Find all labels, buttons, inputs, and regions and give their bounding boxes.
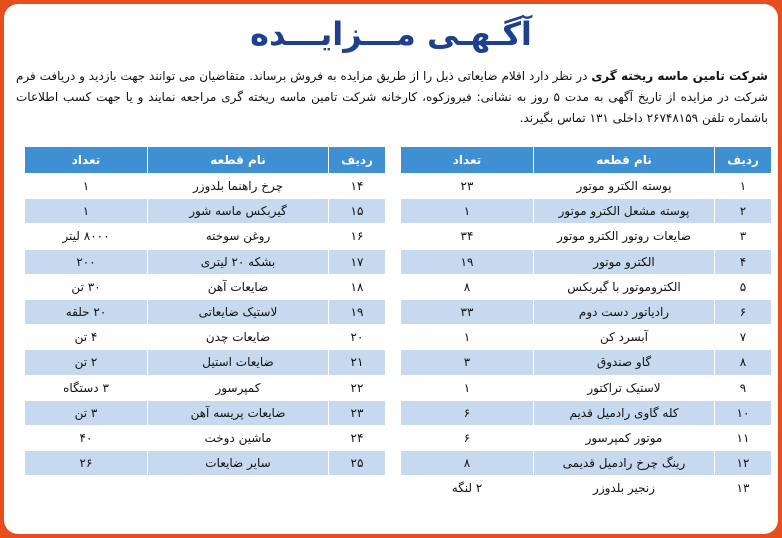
item-name: ضایعات چدن [148,325,329,350]
item-name: ماشین دوخت [148,425,329,450]
item-name: پوسته الکترو موتور [534,174,715,199]
header-row: ردیف [715,147,772,174]
table-row [25,375,386,400]
row-number: ۶ [715,299,772,324]
table-row [401,299,772,324]
row-number: ۱۶ [329,224,386,249]
title-text: آگـهـی مـــزایـــده [250,15,532,53]
row-number: ۳ [715,224,772,249]
header-name: نام قطعه [148,147,329,174]
ad-title [4,10,778,58]
row-number: ۷ [715,325,772,350]
item-name: ضایعات استیل [148,350,329,375]
item-name: موتور کمپرسور [534,425,715,450]
item-name: گاو صندوق [534,350,715,375]
item-quantity: ۸ [401,451,534,476]
item-name: ضایعات پریسه آهن [148,400,329,425]
table-row [25,299,386,324]
item-quantity: ۲۶ [25,451,148,476]
item-quantity: ۱ [25,174,148,199]
item-quantity: ۳ [401,350,534,375]
row-number: ۱۵ [329,199,386,224]
row-number: ۱۴ [329,174,386,199]
row-number: ۱۸ [329,274,386,299]
intro-body: در نظر دارد اقلام ضایعاتی ذیل را از طریق مزایده به فروش برساند. متقاضیان می توانند جهت بازدید و دریافت فرم شرکت در مزایده از تاریخ آگهی به مدت ۵ روز به نشانی: فیروزکوه، کارخانه شرکت تامین ماسه ریخته گری مراجعه نمایند و یا جهت کسب اطلاعات باشماره تلفن ۲۶۷۴۸۱۵۹ داخلی ۱۳۱ تماس بگیرند. [16,69,768,125]
header-qty: تعداد [401,147,534,174]
table-row [401,375,772,400]
row-number: ۵ [715,274,772,299]
table-row [401,274,772,299]
row-number: ۲۲ [329,375,386,400]
items-table-left [24,146,386,501]
table-row [25,199,386,224]
item-quantity: ۱ [401,325,534,350]
row-number: ۹ [715,375,772,400]
row-number: ۱۰ [715,400,772,425]
table-row [401,400,772,425]
item-name: پوسته مشعل الکترو موتور [534,199,715,224]
item-quantity: ۳ دستگاه [25,375,148,400]
item-name: رینگ چرخ رادمیل قدیمی [534,451,715,476]
item-quantity: ۲۰ حلقه [25,299,148,324]
intro-paragraph [16,66,768,129]
table-row [401,174,772,199]
row-number: ۱ [715,174,772,199]
table-row [25,325,386,350]
item-name: الکترو موتور [534,249,715,274]
item-name [148,476,329,501]
left-table-body [25,174,386,501]
row-number: ۲ [715,199,772,224]
header-qty: تعداد [25,147,148,174]
item-quantity: ۳۰ تن [25,274,148,299]
item-quantity: ۶ [401,400,534,425]
item-quantity [25,476,148,501]
item-name: لاستیک تراکتور [534,375,715,400]
table-row [401,476,772,501]
table-row [401,224,772,249]
item-quantity: ۴۰ [25,425,148,450]
row-number: ۱۱ [715,425,772,450]
item-quantity: ۳۳ [401,299,534,324]
item-name: آبسرد کن [534,325,715,350]
row-number: ۲۱ [329,350,386,375]
item-quantity: ۳۴ [401,224,534,249]
table-row [401,425,772,450]
row-number: ۱۹ [329,299,386,324]
table-row [25,174,386,199]
ad-card [4,4,778,534]
table-row [25,249,386,274]
item-name: گیربکس ماسه شور [148,199,329,224]
item-name: روغن سوخته [148,224,329,249]
row-number: ۲۴ [329,425,386,450]
item-quantity: ۸۰۰۰ لیتر [25,224,148,249]
row-number: ۴ [715,249,772,274]
row-number: ۸ [715,350,772,375]
item-quantity: ۸ [401,274,534,299]
header-name: نام قطعه [534,147,715,174]
row-number: ۲۵ [329,451,386,476]
right-table-body [401,174,772,501]
item-name: بشکه ۲۰ لیتری [148,249,329,274]
table-row [25,400,386,425]
table-row [25,350,386,375]
table-row [25,425,386,450]
company-name: شرکت تامین ماسه ریخته گری [591,69,768,83]
item-quantity: ۳ تن [25,400,148,425]
item-name: چرخ راهنما بلدوزر [148,174,329,199]
table-row [25,224,386,249]
row-number [329,476,386,501]
item-name: ضایعات روتور الکترو موتور [534,224,715,249]
row-number: ۱۷ [329,249,386,274]
item-quantity: ۶ [401,425,534,450]
item-name: لاستیک ضایعاتی [148,299,329,324]
item-quantity: ۲۰۰ [25,249,148,274]
item-name: الکتروموتور با گیربکس [534,274,715,299]
table-row [401,199,772,224]
item-quantity: ۱ [25,199,148,224]
table-row [25,451,386,476]
item-quantity: ۱ [401,375,534,400]
item-quantity: ۲ تن [25,350,148,375]
table-row [401,249,772,274]
table-row [401,350,772,375]
row-number: ۲۳ [329,400,386,425]
item-quantity: ۲ لنگه [401,476,534,501]
item-name: رادیاتور دست دوم [534,299,715,324]
item-quantity: ۱ [401,199,534,224]
item-name: کمپرسور [148,375,329,400]
items-table-right [400,146,772,501]
row-number: ۱۲ [715,451,772,476]
table-row [25,274,386,299]
item-quantity: ۲۳ [401,174,534,199]
row-number: ۲۰ [329,325,386,350]
header-row: ردیف [329,147,386,174]
item-name: کله گاوی رادمیل قدیم [534,400,715,425]
item-quantity: ۱۹ [401,249,534,274]
table-row [401,451,772,476]
item-name: سایر ضایعات [148,451,329,476]
row-number: ۱۳ [715,476,772,501]
item-quantity: ۴ تن [25,325,148,350]
table-row [401,325,772,350]
table-row [25,476,386,501]
item-name: ضایعات آهن [148,274,329,299]
item-name: زنجیر بلدوزر [534,476,715,501]
